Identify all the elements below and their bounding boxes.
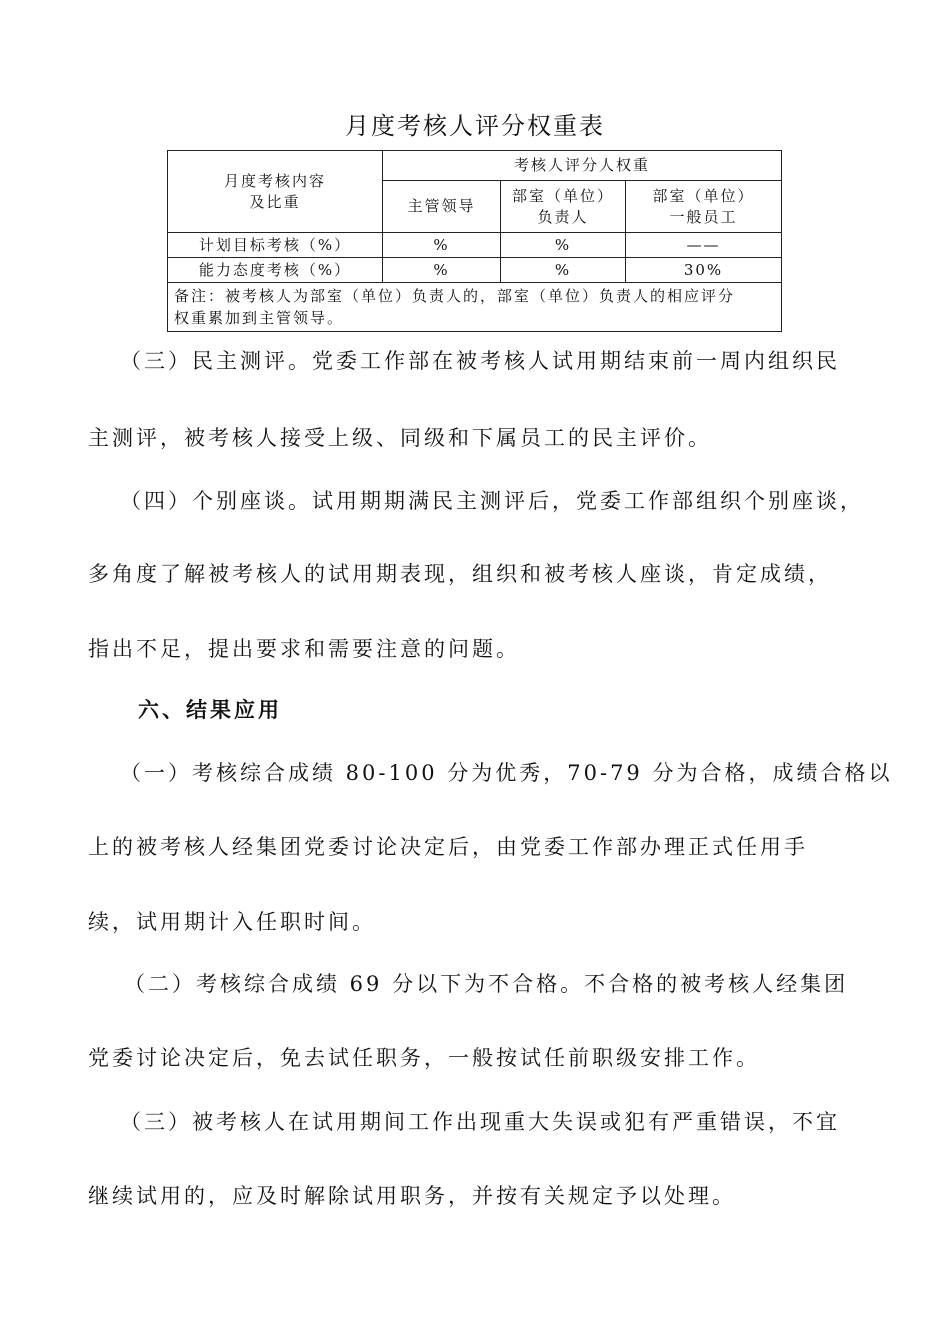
paragraph-line: 继续试用的，应及时解除试用职务，并按有关规定予以处理。 <box>88 1184 736 1208</box>
group-header-cell: 考核人评分人权重 <box>383 151 782 181</box>
row-label: 能力态度考核（%） <box>168 258 383 283</box>
section-heading: 六、结果应用 <box>138 697 282 722</box>
table-row <box>168 258 782 283</box>
row-header-cell: 月度考核内容 及比重 <box>168 151 383 233</box>
cell-supervisor: % <box>383 233 501 258</box>
cell-supervisor: % <box>383 258 501 283</box>
col-dept-head: 部室（单位） 负责人 <box>501 181 626 233</box>
table-note: 备注：被考核人为部室（单位）负责人的，部室（单位）负责人的相应评分 权重累加到主管领导。 <box>168 283 782 332</box>
paragraph-line: （四）个别座谈。试用期期满民主测评后，党委工作部组织个别座谈， <box>120 489 864 513</box>
paragraph-line: （二）考核综合成绩 69 分以下为不合格。不合格的被考核人经集团 <box>124 972 849 996</box>
table-title: 月度考核人评分权重表 <box>345 112 605 140</box>
paragraph-line: 续，试用期计入任职时间。 <box>88 910 376 934</box>
paragraph-line: 党委讨论决定后，免去试任职务，一般按试任前职级安排工作。 <box>88 1046 760 1070</box>
table-row <box>168 233 782 258</box>
cell-dept-head: % <box>501 258 626 283</box>
col-staff: 部室（单位） 一般员工 <box>626 181 782 233</box>
col-supervisor: 主管领导 <box>383 181 501 233</box>
paragraph-line: （一）考核综合成绩 80-100 分为优秀，70-79 分为合格，成绩合格以 <box>120 761 893 785</box>
paragraph-line: 主测评，被考核人接受上级、同级和下属员工的民主评价。 <box>88 426 712 450</box>
cell-dept-head: % <box>501 233 626 258</box>
row-label: 计划目标考核（%） <box>168 233 383 258</box>
cell-staff: —— <box>626 233 782 258</box>
weights-table <box>167 150 782 332</box>
paragraph-line: （三）被考核人在试用期间工作出现重大失误或犯有严重错误，不宜 <box>120 1110 840 1134</box>
paragraph-line: （三）民主测评。党委工作部在被考核人试用期结束前一周内组织民 <box>120 349 840 373</box>
paragraph-line: 上的被考核人经集团党委讨论决定后，由党委工作部办理正式任用手 <box>88 835 808 859</box>
cell-staff: 30% <box>626 258 782 283</box>
paragraph-line: 指出不足，提出要求和需要注意的问题。 <box>88 637 520 661</box>
paragraph-line: 多角度了解被考核人的试用期表现，组织和被考核人座谈，肯定成绩， <box>88 562 832 586</box>
